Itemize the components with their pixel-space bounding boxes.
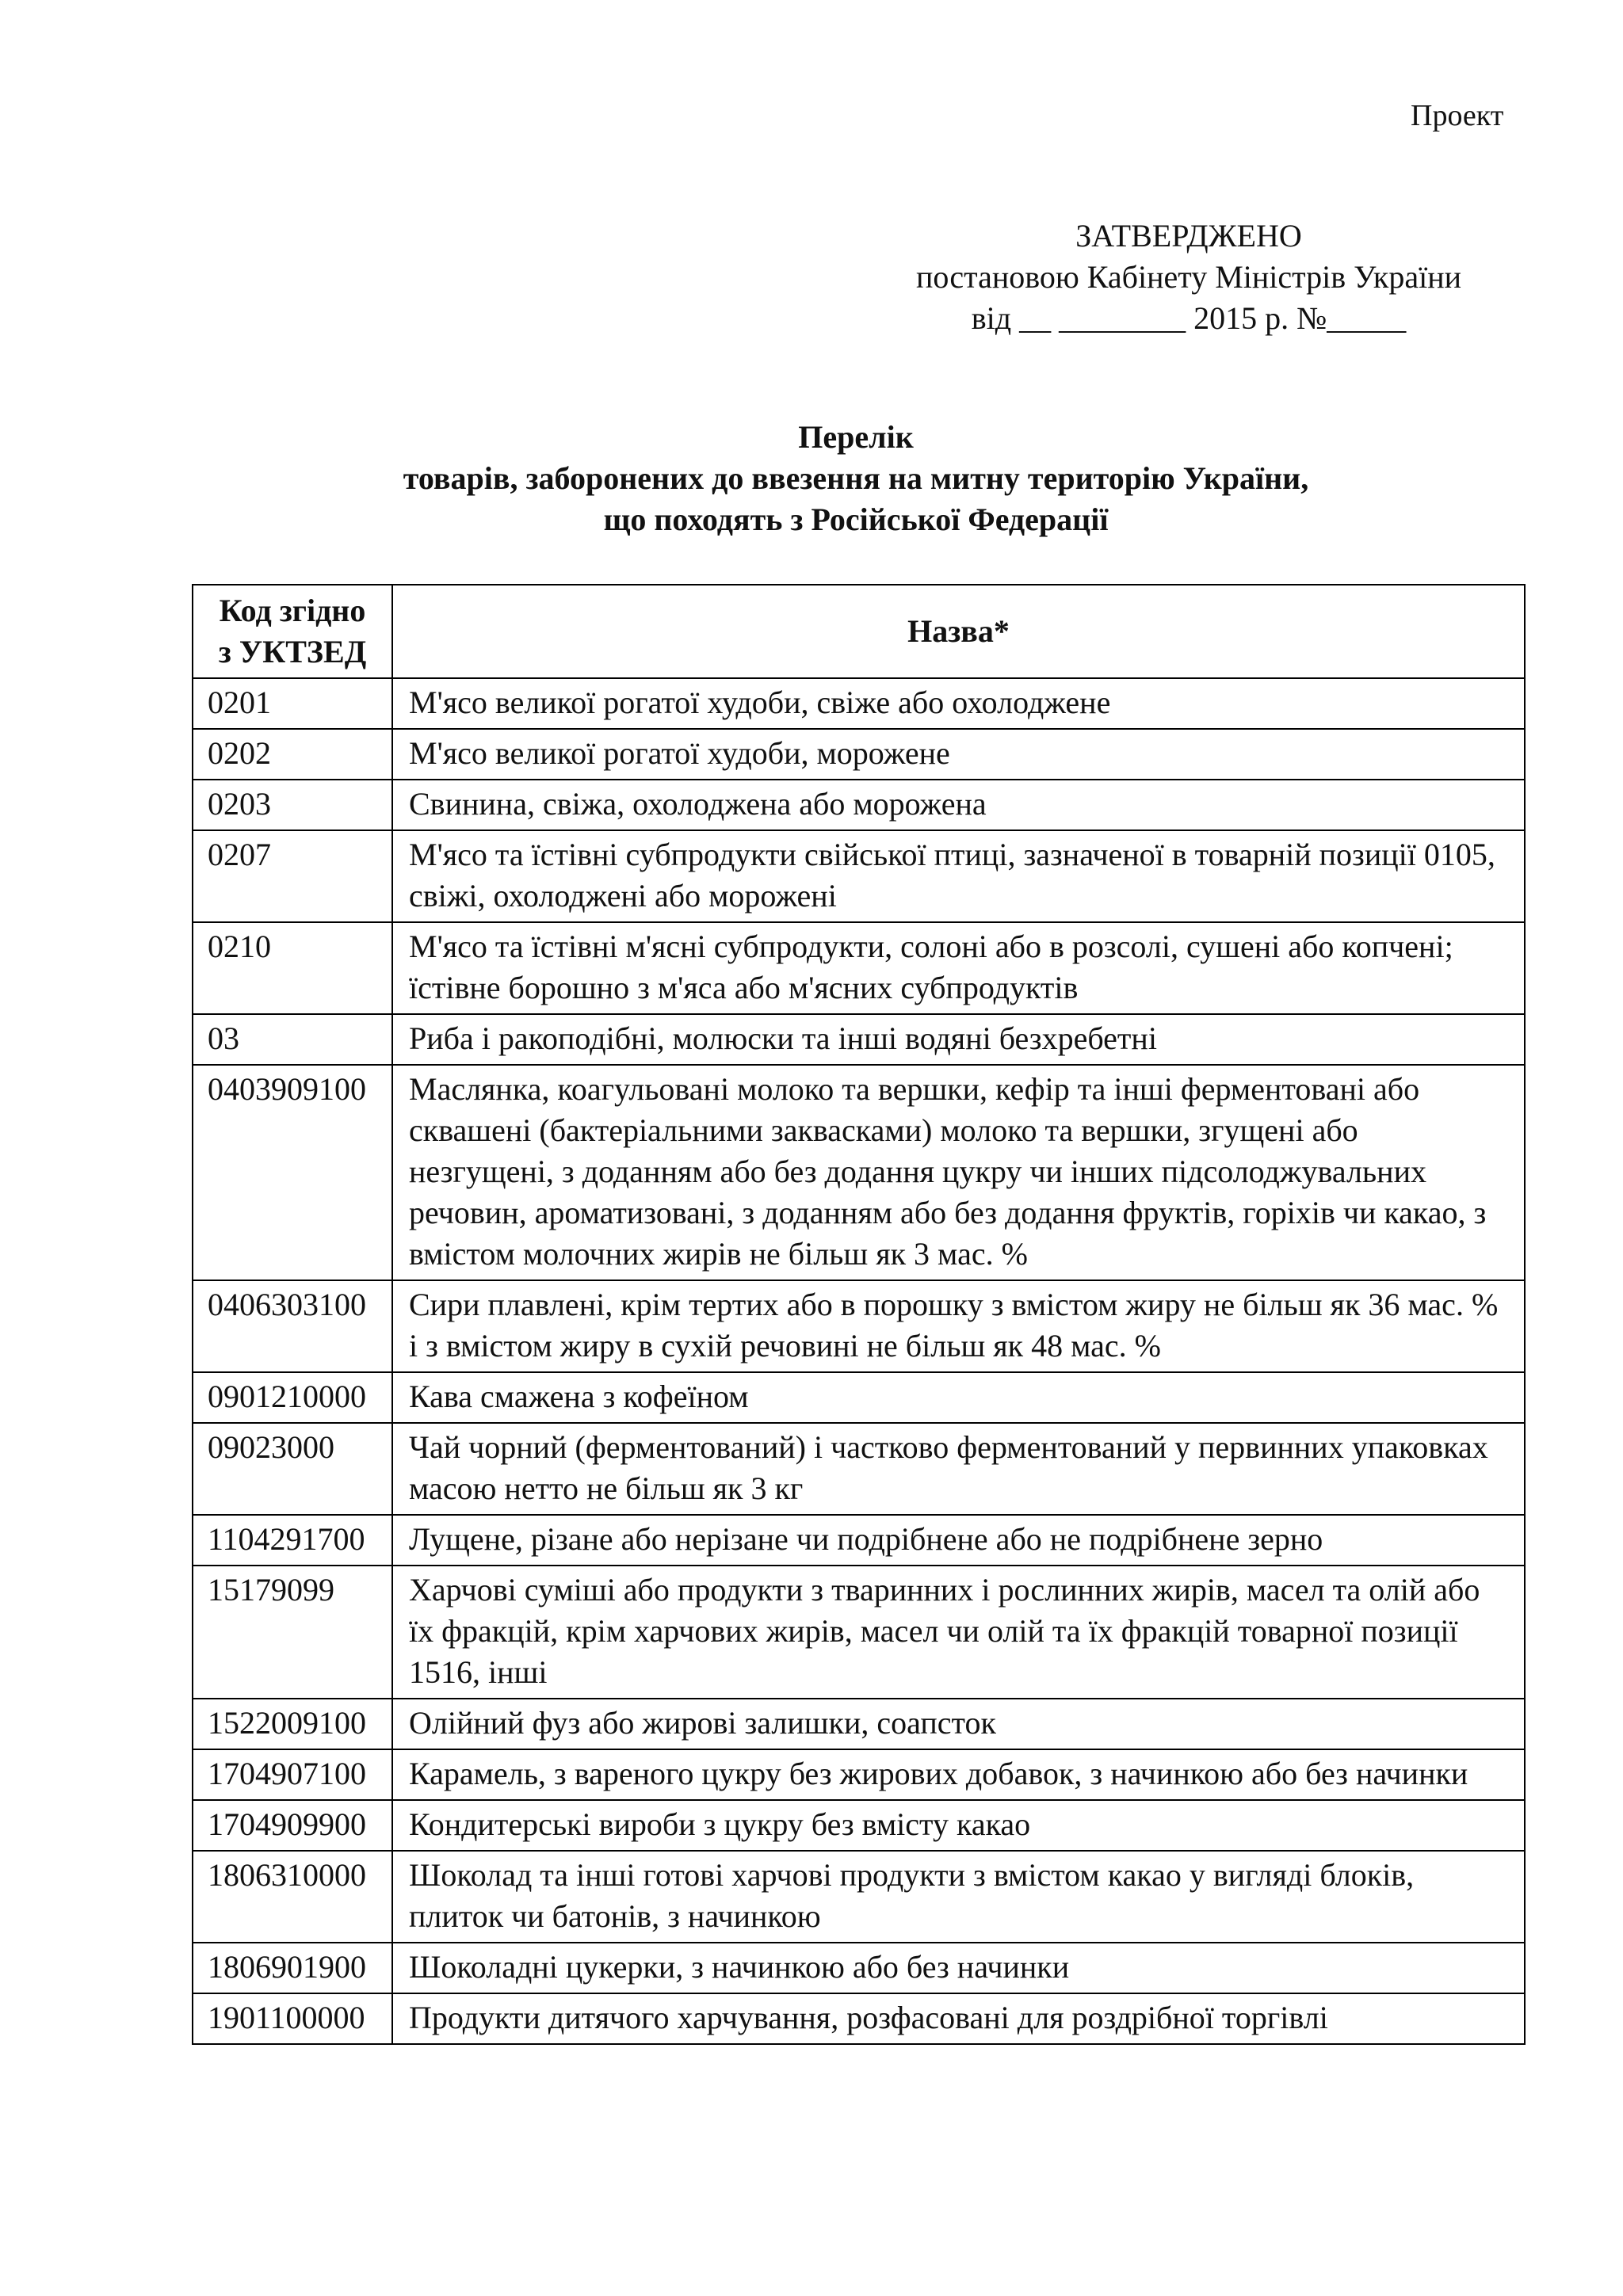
draft-label: Проект	[1411, 99, 1504, 132]
table-row	[193, 1065, 1525, 1280]
cell-name: Шоколадні цукерки, з начинкою або без начинки	[392, 1943, 1525, 1993]
cell-name: Олійний фуз або жирові залишки, соапсток	[392, 1699, 1525, 1749]
cell-name: М'ясо великої рогатої худоби, свіже або охолоджене	[392, 678, 1525, 729]
table-row	[193, 922, 1525, 1014]
cell-name: Риба і ракоподібні, молюски та інші водяні безхребетні	[392, 1014, 1525, 1065]
table-header-row	[193, 585, 1525, 678]
table-row	[193, 780, 1525, 830]
cell-name: Шоколад та інші готові харчові продукти з вмістом какао у вигляді блоків, плиток чи батонів, з начинкою	[392, 1851, 1525, 1943]
approval-line-2: постановою Кабінету Міністрів України	[915, 259, 1462, 295]
table-row	[193, 1943, 1525, 1993]
cell-name: Продукти дитячого харчування, розфасовані для роздрібної торгівлі	[392, 1993, 1525, 2044]
table-row	[193, 1851, 1525, 1943]
title-line-3: що походять з Російської Федерації	[603, 502, 1109, 537]
column-header-name: Назва*	[392, 585, 1525, 678]
table-body	[193, 678, 1525, 2044]
cell-name: Свинина, свіжа, охолоджена або морожена	[392, 780, 1525, 830]
cell-name: Лущене, різане або нерізане чи подрібнене або не подрібнене зерно	[392, 1515, 1525, 1566]
cell-code: 1104291700	[193, 1515, 392, 1566]
table-row	[193, 830, 1525, 922]
cell-name: Карамель, з вареного цукру без жирових добавок, з начинкою або без начинки	[392, 1749, 1525, 1800]
column-header-code-line-2: з УКТЗЕД	[218, 634, 367, 669]
cell-code: 0901210000	[193, 1372, 392, 1423]
cell-name: М'ясо та їстівні м'ясні субпродукти, солоні або в розсолі, сушені або копчені; їстівне борошно з м'яса або м'ясних субпродуктів	[392, 922, 1525, 1014]
table-row	[193, 1993, 1525, 2044]
approval-line-1: ЗАТВЕРДЖЕНО	[1075, 218, 1302, 254]
cell-code: 1522009100	[193, 1699, 392, 1749]
cell-code: 15179099	[193, 1566, 392, 1699]
cell-code: 1806901900	[193, 1943, 392, 1993]
cell-name: Маслянка, коагульовані молоко та вершки, кефір та інші ферментовані або сквашені (бактеріальними заквасками) молоко та вершки, згущені або незгущені, з доданням або без додання цукру чи інших підсолоджувальних речовин, ароматизовані, з доданням або без додання фруктів, горіхів чи какао, з вмістом молочних жирів не більш як 3 мас. %	[392, 1065, 1525, 1280]
cell-code: 09023000	[193, 1423, 392, 1515]
goods-table	[192, 584, 1526, 2045]
cell-code: 0203	[193, 780, 392, 830]
table-row	[193, 1372, 1525, 1423]
cell-code: 0202	[193, 729, 392, 780]
cell-code: 0201	[193, 678, 392, 729]
table-row	[193, 1566, 1525, 1699]
title-line-1: Перелік	[798, 419, 914, 455]
cell-name: Харчові суміші або продукти з тваринних і рослинних жирів, масел та олій або їх фракцій, крім харчових жирів, масел чи олій та їх фракцій товарної позиції 1516, інші	[392, 1566, 1525, 1699]
document-title	[301, 417, 1411, 540]
cell-code: 0406303100	[193, 1280, 392, 1372]
table-row	[193, 1515, 1525, 1566]
table-row	[193, 1749, 1525, 1800]
title-line-2: товарів, заборонених до ввезення на митну територію України,	[403, 460, 1309, 496]
approval-block	[868, 215, 1510, 339]
table-row	[193, 1800, 1525, 1851]
cell-name: Сири плавлені, крім тертих або в порошку з вмістом жиру не більш як 36 мас. % і з вмістом жиру в сухій речовині не більш як 48 мас. %	[392, 1280, 1525, 1372]
cell-code: 1704907100	[193, 1749, 392, 1800]
cell-name: М'ясо великої рогатої худоби, морожене	[392, 729, 1525, 780]
column-header-code-line-1: Код згідно	[219, 593, 366, 628]
cell-code: 0207	[193, 830, 392, 922]
cell-name: Чай чорний (ферментований) і частково ферментований у первинних упаковках масою нетто не більш як 3 кг	[392, 1423, 1525, 1515]
table-row	[193, 729, 1525, 780]
approval-line-3: від __ ________ 2015 р. №_____	[971, 300, 1407, 336]
table-row	[193, 1280, 1525, 1372]
table-row	[193, 1014, 1525, 1065]
cell-name: М'ясо та їстівні субпродукти свійської птиці, зазначеної в товарній позиції 0105, свіжі, охолоджені або морожені	[392, 830, 1525, 922]
cell-code: 03	[193, 1014, 392, 1065]
cell-code: 1901100000	[193, 1993, 392, 2044]
cell-code: 1806310000	[193, 1851, 392, 1943]
cell-code: 1704909900	[193, 1800, 392, 1851]
cell-code: 0403909100	[193, 1065, 392, 1280]
cell-code: 0210	[193, 922, 392, 1014]
column-header-code	[193, 585, 392, 678]
cell-name: Кондитерські вироби з цукру без вмісту какао	[392, 1800, 1525, 1851]
table-row	[193, 1699, 1525, 1749]
table-row	[193, 1423, 1525, 1515]
table-row	[193, 678, 1525, 729]
cell-name: Кава смажена з кофеїном	[392, 1372, 1525, 1423]
